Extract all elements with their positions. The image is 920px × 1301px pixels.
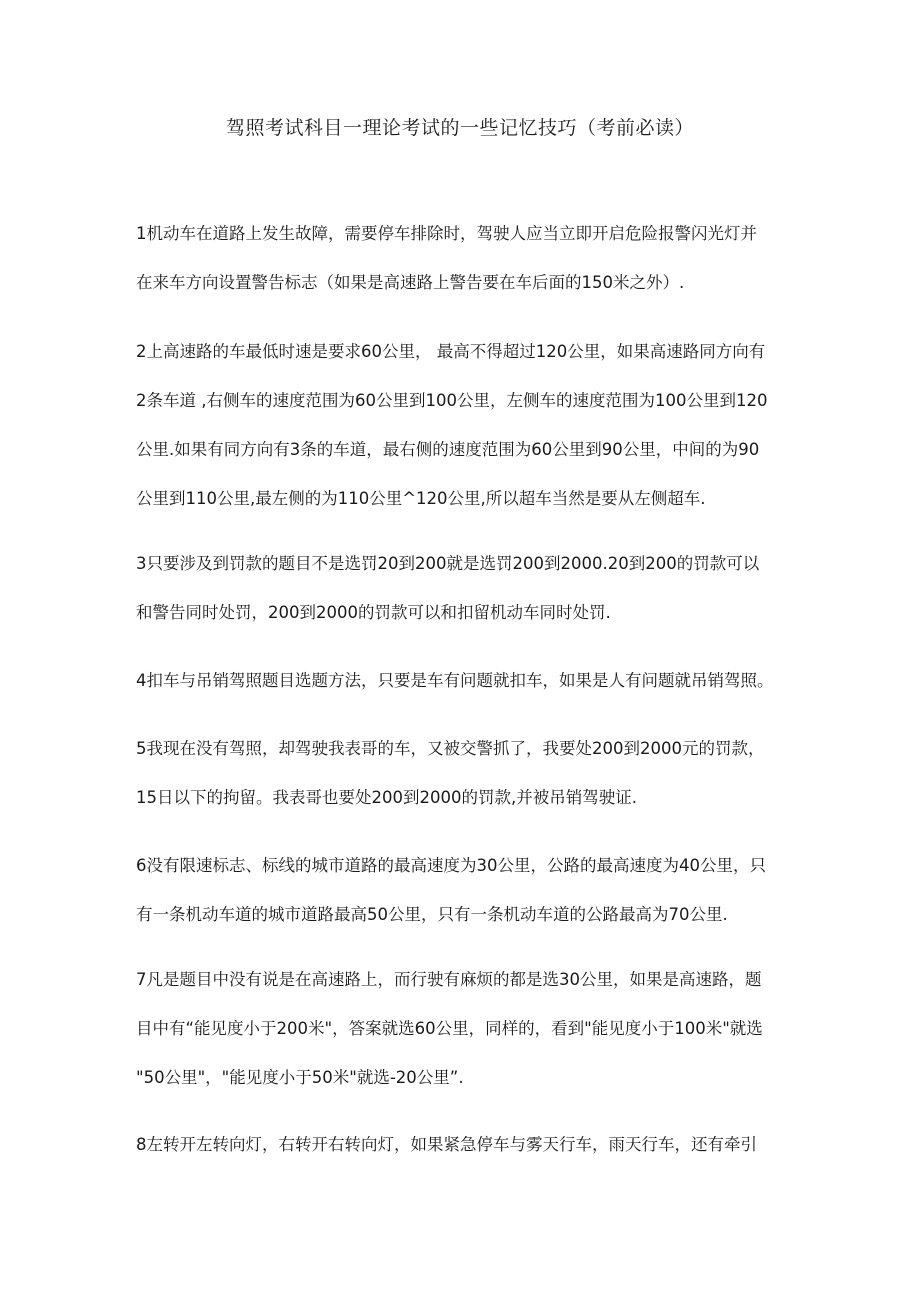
paragraph-line: 5我现在没有驾照，却驾驶我表哥的车，又被交警抓了，我要处200到2000元的罚款， [136, 739, 765, 758]
document-title: 驾照考试科目一理论考试的一些记忆技巧（考前必读） [225, 117, 694, 139]
paragraph-line: 2条车道 ,右侧车的速度范围为60公里到100公里，左侧车的速度范围为100公里到120 [136, 391, 768, 410]
paragraph-7 [136, 955, 788, 1102]
paragraph-line: 3只要涉及到罚款的题目不是选罚20到200就是选罚200到2000.20到200的罚款可以 [136, 554, 760, 573]
paragraph-line: 2上高速路的车最低时速是要求60公里， 最高不得超过120公里，如果高速路同方向有 [136, 342, 766, 361]
paragraph-line: 公里.如果有同方向有3条的车道，最右侧的速度范围为60公里到90公里，中间的为90 [136, 440, 760, 459]
paragraph-line: 15日以下的拘留。我表哥也要处200到2000的罚款,并被吊销驾驶证. [136, 788, 637, 807]
paragraph-1 [136, 209, 788, 307]
paragraph-line: 6没有限速标志、标线的城市道路的最高速度为30公里，公路的最高速度为40公里，只 [136, 856, 766, 875]
paragraph-line: 目中有“能见度小于200米"，答案就选60公里，同样的，看到"能见度小于100米"就选 [136, 1019, 763, 1038]
paragraph-4 [136, 656, 788, 705]
paragraph-5 [136, 724, 788, 822]
paragraph-6 [136, 841, 788, 939]
paragraph-line: 4扣车与吊销驾照题目选题方法，只要是车有问题就扣车，如果是人有问题就吊销驾照。 [136, 671, 774, 690]
paragraph-line: 在来车方向设置警告标志（如果是高速路上警告要在车后面的150米之外）. [136, 273, 685, 292]
paragraph-line: 和警告同时处罚，200到2000的罚款可以和扣留机动车同时处罚. [136, 603, 611, 622]
paragraph-line: 8左转开左转向灯，右转开右转向灯，如果紧急停车与雾天行车，雨天行车，还有牵引 [136, 1135, 757, 1154]
paragraph-2 [136, 327, 788, 523]
paragraph-line: "50公里"，"能见度小于50米"就选-20公里”. [136, 1068, 464, 1087]
paragraph-line: 有一条机动车道的城市道路最高50公里，只有一条机动车道的公路最高为70公里. [136, 905, 728, 924]
paragraph-3 [136, 539, 788, 637]
paragraph-line: 1机动车在道路上发生故障，需要停车排除时，驾驶人应当立即开启危险报警闪光灯并 [136, 224, 757, 243]
paragraph-8 [136, 1120, 788, 1169]
paragraph-line: 公里到110公里,最左侧的为110公里^120公里,所以超车当然是要从左侧超车. [136, 489, 706, 508]
paragraph-line: 7凡是题目中没有说是在高速路上，而行驶有麻烦的都是选30公里，如果是高速路，题 [136, 970, 762, 989]
